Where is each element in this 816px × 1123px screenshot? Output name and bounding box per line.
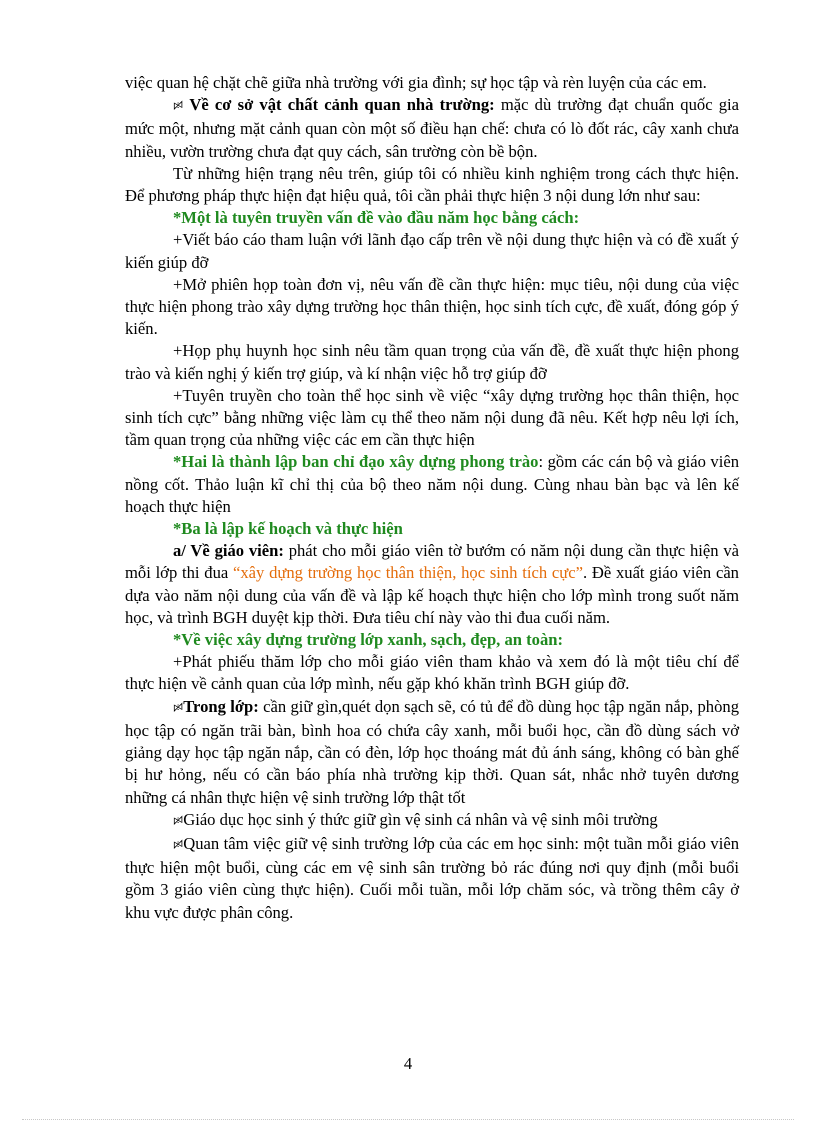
paragraph-facilities: [125, 94, 739, 163]
paragraph-text: Quan tâm việc giữ vệ sinh trường lớp của các em học sinh: một tuần mỗi giáo viên thực hiện một buổi, cùng các em vệ sinh sân trường bỏ rác đúng nơi quy định (mỗi buổi gồm 3 giáo viên cùng thực hiện). Cuối mỗi tuần, mỗi lớp chăm sóc, và trồng thêm cây ở khu vực được phân công.: [125, 833, 739, 922]
paragraph-text: mặc dù trường đạt chuẩn quốc gia mức một, nhưng mặt cảnh quan còn một số điều hạn chế: chưa có lò đốt rác, cây xanh chưa nhiều, vườn trường chưa đạt quy cách, sân trường còn bề bộn.: [125, 95, 739, 161]
paragraph-text: : gồm các cán bộ và giáo viên nồng cốt. Thảo luận kĩ chỉ thị của bộ theo năm nội dung. Cùng nhau bàn bạc và lên kế hoạch thực hiện: [125, 452, 739, 516]
paragraph-text: cần giữ gìn,quét dọn sạch sẽ, có tủ để đồ dùng học tập ngăn nắp, phòng học tập có ngăn trãi bàn, bình hoa có chứa cây xanh, mỗi buổi học, cần đồ dùng sách vở giảng dạy học tập ngăn nắp, cần có đèn, lớp học thoáng mát đủ ánh sáng, không có bàn ghế bị hư hỏng, nếu có cần báo phía nhà trường kịp thời. Quan sát, nhắc nhở tuyên dương những cá nhân thực hiện vệ sinh trường lớp thật tốt: [125, 696, 739, 807]
paragraph-teachers: [125, 540, 739, 629]
document-body: [125, 72, 739, 924]
paragraph-parents: +Họp phụ huynh học sinh nêu tầm quan trọng của vấn đề, đề xuất thực hiện phong trào và kiến nghị ý kiến trợ giúp, và kí nhận việc hỗ trợ giúp đỡ: [125, 341, 739, 383]
paragraph-experience: [125, 163, 739, 207]
page-number: 4: [403, 1054, 413, 1073]
paragraph-step-two: [125, 451, 739, 518]
paragraph-family-relations: [125, 72, 739, 94]
bullet-icon: ꗰ: [173, 813, 184, 829]
heading-step-two: *Hai là thành lập ban chỉ đạo xây dựng phong trào: [173, 452, 539, 472]
paragraph-meeting: +Mở phiên họp toàn đơn vị, nêu vấn đề cần thực hiện: mục tiêu, nội dung của việc thực hiện phong trào xây dựng trường học thân thiện, học sinh tích cực, đề xuất, đóng góp ý kiến.: [125, 274, 739, 339]
page-divider: [22, 1119, 794, 1120]
bullet-icon: ꗰ: [173, 700, 184, 716]
heading-step-three: *Ba là lập kế hoạch và thực hiện: [173, 519, 403, 539]
paragraph-text: phát cho mỗi giáo viên tờ bướm có năm nội dung cần thực hiện và mỗi lớp thi đua: [125, 541, 739, 583]
movement-quote: “xây dựng trường học thân thiện, học sinh tích cực”: [233, 563, 583, 583]
paragraph-report: +Viết báo cáo tham luận với lãnh đạo cấp trên về nội dung thực hiện và có đề xuất ý kiến giúp đỡ: [125, 230, 739, 272]
heading-step-one: *Một là tuyên truyền vấn đề vào đầu năm học bằng cách:: [173, 208, 580, 228]
paragraph-cleaning: [125, 833, 739, 924]
heading-green-school: *Về việc xây dựng trường lớp xanh, sạch, đẹp, an toàn:: [173, 630, 564, 650]
bullet-icon: ꗰ: [173, 99, 184, 115]
paragraph-in-class: [125, 696, 739, 809]
paragraph-text: việc quan hệ chặt chẽ giữa nhà trường với gia đình; sự học tập và rèn luyện của các em.: [125, 73, 707, 92]
bullet-icon: ꗰ: [173, 837, 184, 853]
in-class-heading: Trong lớp:: [183, 696, 259, 716]
paragraph-text: . Đề xuất giáo viên cần dựa vào năm nội dung của vấn đề và lập kế hoạch thực hiện cho lớp mình trong suốt năm học, và trình BGH duyệt kịp thời. Đưa tiêu chí này vào thi đua cuối năm.: [125, 563, 739, 627]
paragraph-text: Giáo dục học sinh ý thức giữ gìn vệ sinh cá nhân và vệ sinh môi trường: [183, 809, 658, 829]
paragraph-propaganda: +Tuyên truyền cho toàn thể học sinh về việc “xây dựng trường học thân thiện, học sinh tích cực” bằng những việc làm cụ thể theo năm nội dung đã nêu. Kết hợp nêu lợi ích, tầm quan trọng của những việc các em cần thực hiện: [125, 385, 739, 450]
paragraph-hygiene: [125, 809, 739, 833]
paragraph-visit-form: +Phát phiếu thăm lớp cho mỗi giáo viên tham khảo và xem đó là một tiêu chí để thực hiện về cảnh quan của lớp mình, nếu gặp khó khăn trình BGH giúp đỡ.: [125, 652, 739, 694]
paragraph-text: Từ những hiện trạng nêu trên, giúp tôi có nhiều kinh nghiệm trong cách thực hiện. Để phương pháp thực hiện đạt hiệu quả, tôi cần phải thực hiện 3 nội dung lớn như sau:: [125, 163, 739, 206]
teachers-heading: a/ Về giáo viên:: [173, 541, 284, 561]
facilities-heading: Về cơ sở vật chất cảnh quan nhà trường:: [189, 95, 495, 115]
